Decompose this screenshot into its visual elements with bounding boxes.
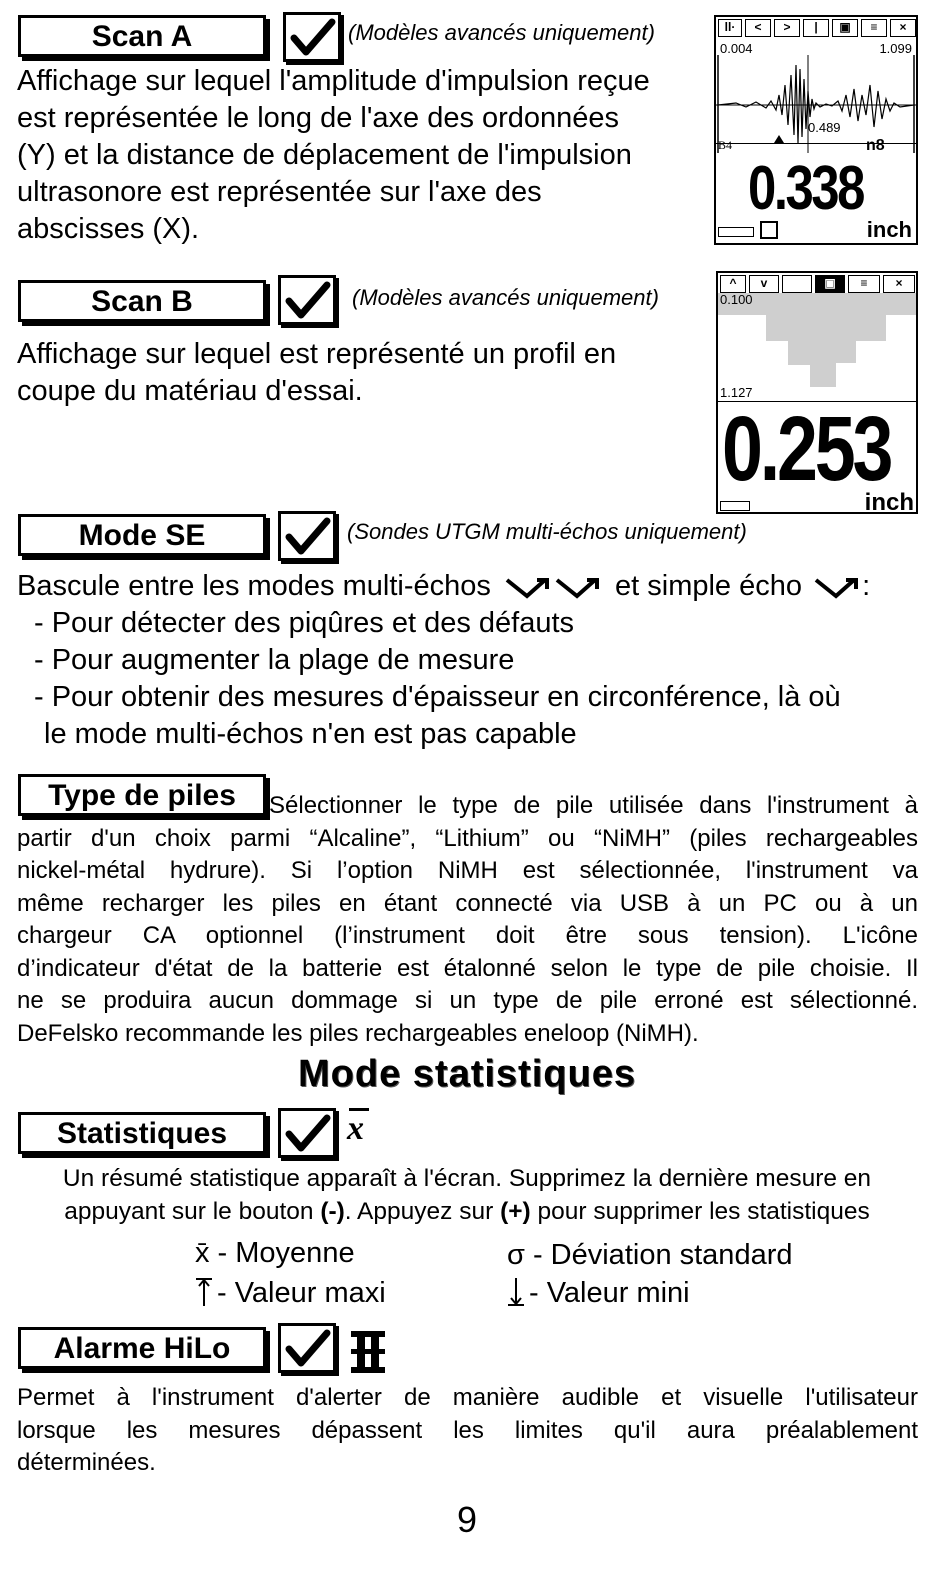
- scan-a-note: (Modèles avancés uniquement): [348, 20, 655, 45]
- scan-a-screen: [714, 15, 918, 245]
- scan-a-description: Affichage sur lequel l'amplitude d'impulsion reçue est représentée le long de l'axe des ordonnées (Y) et la distance de déplacement de l'impulsion ultrasonore est représentée sur l'axe des abscisses (X).: [17, 65, 650, 245]
- list-item: - Pour obtenir des mesures d'épaisseur en circonférence, là où: [34, 681, 841, 713]
- scan-b-top-value: 0.100: [720, 292, 753, 307]
- mean-symbol-icon: x: [347, 1110, 364, 1148]
- scan-b-reading: 0.253: [722, 398, 891, 500]
- toolbar-close-icon: ×: [890, 19, 916, 37]
- scan-a-waveform: [716, 55, 916, 153]
- scan-a-reading: 0.338: [748, 154, 863, 223]
- scan-a-left-value: 0.004: [720, 41, 753, 56]
- legend-std: σ - Déviation standard: [507, 1239, 793, 1271]
- mode-se-label: Mode SE: [18, 514, 266, 556]
- scan-a-unit: inch: [866, 217, 912, 242]
- list-item: - Pour détecter des piqûres et des défauts: [34, 607, 575, 639]
- legend-max: - Valeur maxi: [195, 1276, 386, 1310]
- alarm-hilo-label: Alarme HiLo: [18, 1327, 266, 1369]
- alarm-description: Permet à l'instrument d'alerter de manière audible et visuelle l'utilisateur lorsque les mesures dépassent les limites qu'il aura préalablement déterminées.: [17, 1384, 918, 1476]
- toolbar-save-icon: ▣: [815, 275, 845, 293]
- mode-se-list: [34, 605, 934, 753]
- toolbar-list-icon: ≡: [861, 19, 887, 37]
- toolbar-right-icon: >: [774, 19, 800, 37]
- toolbar-list-icon: ≡: [848, 275, 880, 293]
- scan-a-corner-label: B4: [718, 138, 733, 152]
- mode-se-intro: Bascule entre les modes multi-échos et simple écho :: [17, 570, 871, 602]
- statistics-label: Statistiques: [18, 1112, 266, 1154]
- scan-a-right-value: 1.099: [879, 41, 912, 56]
- single-echo-icon: [814, 574, 862, 600]
- multi-echo-icon: [505, 574, 601, 600]
- statistics-description: Un résumé statistique apparaît à l'écran. Supprimez la dernière mesure en appuyant sur le bouton (-). Appuyez sur (+) pour supprimer les statistiques: [62, 1165, 872, 1225]
- cursor-marker-icon: [774, 135, 784, 143]
- hilo-alarm-icon: [349, 1329, 387, 1375]
- scan-b-unit: inch: [864, 489, 914, 514]
- checkmark-icon: [285, 1329, 331, 1369]
- scan-a-n-label: n8: [866, 137, 885, 154]
- toolbar-blank-icon: [782, 275, 812, 293]
- save-icon: [760, 221, 778, 239]
- battery-type-label: Type de piles: [18, 774, 266, 816]
- checkmark-icon: [290, 18, 336, 58]
- toolbar-save-icon: ▣: [832, 19, 858, 37]
- page-number: 9: [456, 1499, 478, 1540]
- scan-b-screen: [716, 271, 918, 514]
- scan-b-description: Affichage sur lequel est représenté un profil en coupe du matériau d'essai.: [17, 338, 617, 407]
- battery-description: Sélectionner le type de pile utilisée dans l'instrument à partir d'un choix parmi “Alcaline”, “Lithium” ou “NiMH” (piles rechargeables nickel-métal hydrure). Si l’option NiMH est sélectionnée, l'instrument va même recharger les piles en étant connecté via USB à un PC ou à un chargeur CA optionnel (l’instrument doit être sous tension). L'icône d’indicateur d'état de la batterie est étalonné selon le type de pile choisie. Il ne se produira aucun dommage si un type de pile erroné est sélectionné. DeFelsko recommande les piles rechargeables eneloop (NiMH).: [17, 792, 918, 1047]
- checkmark-icon: [285, 517, 331, 557]
- list-item: le mode multi-échos n'en est pas capable: [44, 718, 577, 750]
- statistics-checkbox[interactable]: [278, 1108, 336, 1158]
- toolbar-up-icon: ^: [720, 275, 746, 293]
- mode-se-checkbox[interactable]: [278, 511, 336, 561]
- scan-b-mid-value: 1.127: [720, 385, 753, 400]
- battery-icon: [718, 227, 754, 237]
- scan-a-gate-value: 0.489: [808, 120, 841, 135]
- scan-a-label: Scan A: [18, 15, 266, 57]
- scan-a-checkbox[interactable]: [283, 12, 341, 62]
- min-value-icon: [507, 1276, 525, 1308]
- legend-min: - Valeur mini: [507, 1276, 690, 1310]
- list-item: - Pour augmenter la plage de mesure: [34, 644, 515, 676]
- scan-b-note: (Modèles avancés uniquement): [352, 285, 659, 310]
- max-value-icon: [195, 1276, 213, 1308]
- legend-mean: x̄ - Moyenne: [195, 1237, 355, 1269]
- toolbar-menu-icon: ll·: [718, 19, 742, 37]
- mode-se-note: (Sondes UTGM multi-échos uniquement): [347, 519, 747, 544]
- toolbar-left-icon: <: [745, 19, 771, 37]
- checkmark-icon: [285, 1114, 331, 1154]
- toolbar-down-icon: v: [749, 275, 779, 293]
- toolbar-bar-icon: |: [803, 19, 829, 37]
- scan-b-checkbox[interactable]: [278, 275, 336, 325]
- alarm-hilo-checkbox[interactable]: [278, 1323, 336, 1373]
- scan-b-label: Scan B: [18, 280, 266, 322]
- checkmark-icon: [285, 281, 331, 321]
- section-heading: Mode statistiques: [298, 1053, 636, 1095]
- toolbar-close-icon: ×: [883, 275, 915, 293]
- battery-icon: [720, 501, 750, 511]
